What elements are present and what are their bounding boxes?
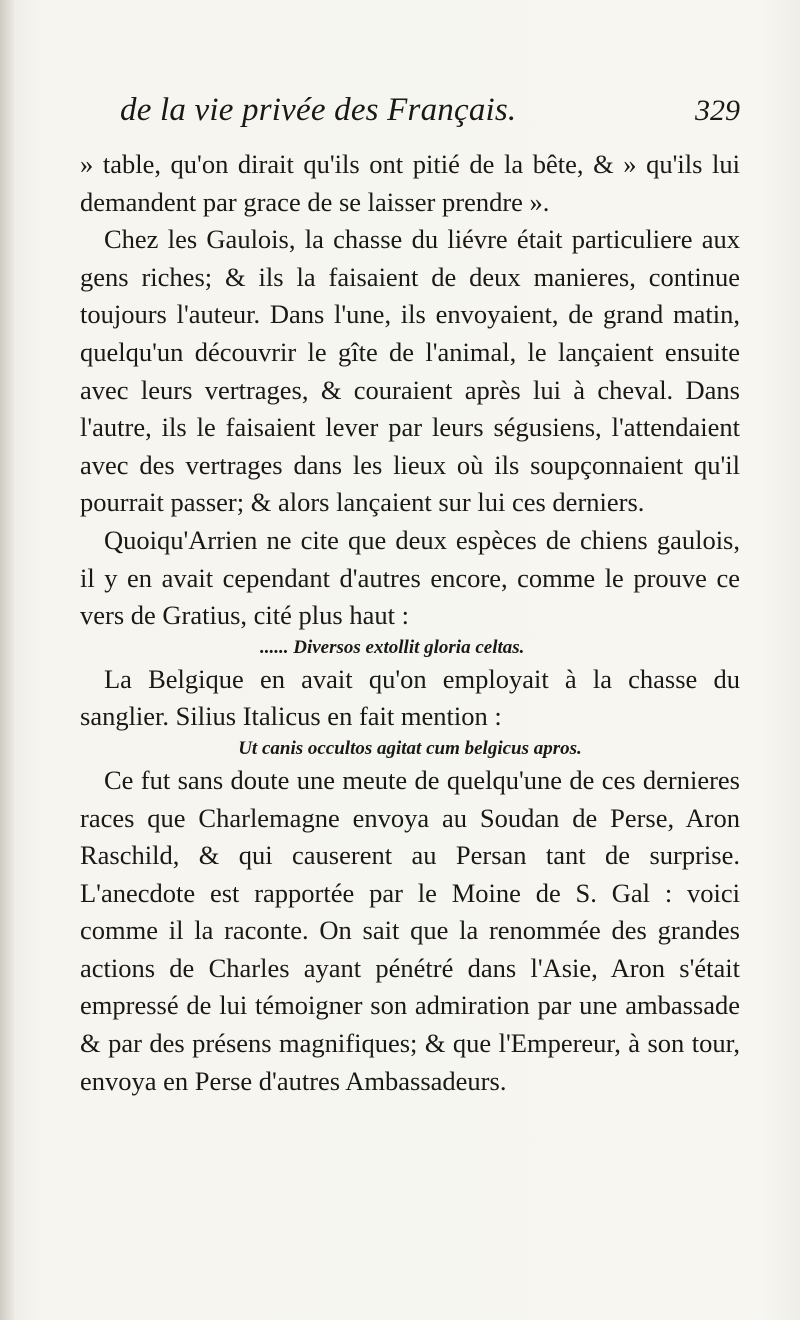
- running-head: de la vie privée des Français.: [120, 92, 517, 128]
- paragraph-4: La Belgique en avait qu'on employait à la chasse du sanglier. Silius Italicus en fait mention :: [80, 663, 740, 732]
- page-header: [120, 92, 740, 136]
- paragraph-3: Quoiqu'Arrien ne cite que deux espèces de chiens gaulois, il y en avait cependant d'autres encore, comme le prouve ce vers de Gratius, cité plus haut :: [80, 524, 740, 631]
- body-text: [80, 146, 740, 1100]
- paragraph-2: Chez les Gaulois, la chasse du liévre était particuliere aux gens riches; & ils la faisaient de deux manieres, continue toujours l'auteur. Dans l'une, ils envoyaient, de grand matin, quelqu'un découvrir le gîte de l'animal, le lançaient ensuite avec leurs vertrages, & couraient après lui à cheval. Dans l'autre, ils le faisaient lever par leurs ségusiens, l'attendaient avec des vertrages dans les lieux où ils soupçonnaient qu'il pourrait passer; & alors lançaient sur lui ces derniers.: [80, 224, 740, 518]
- paragraph-5: Ce fut sans doute une meute de quelqu'une de ces dernieres races que Charlemagne envoya au Soudan de Perse, Aron Raschild, & qui causerent au Persan tant de surprise. L'anecdote est rapportée par le Moine de S. Gal : voici comme il la raconte. On sait que la renommée des grandes actions de Charles ayant pénétré dans l'Asie, Aron s'était empressé de lui témoigner son admiration par une ambassade & par des présens magnifiques; & que l'Empereur, à son tour, envoya en Perse d'autres Ambassadeurs.: [80, 764, 740, 1096]
- page-gutter: [0, 0, 14, 1320]
- quotation-silius: Ut canis occultos agitat cum belgicus apros.: [238, 737, 582, 759]
- paragraph-1: » table, qu'on dirait qu'ils ont pitié de la bête, & » qu'ils lui demandent par grace de se laisser prendre ».: [80, 149, 740, 217]
- page-number: 329: [695, 94, 740, 127]
- quotation-gratius: ...... Diversos extollit gloria celtas.: [260, 636, 525, 658]
